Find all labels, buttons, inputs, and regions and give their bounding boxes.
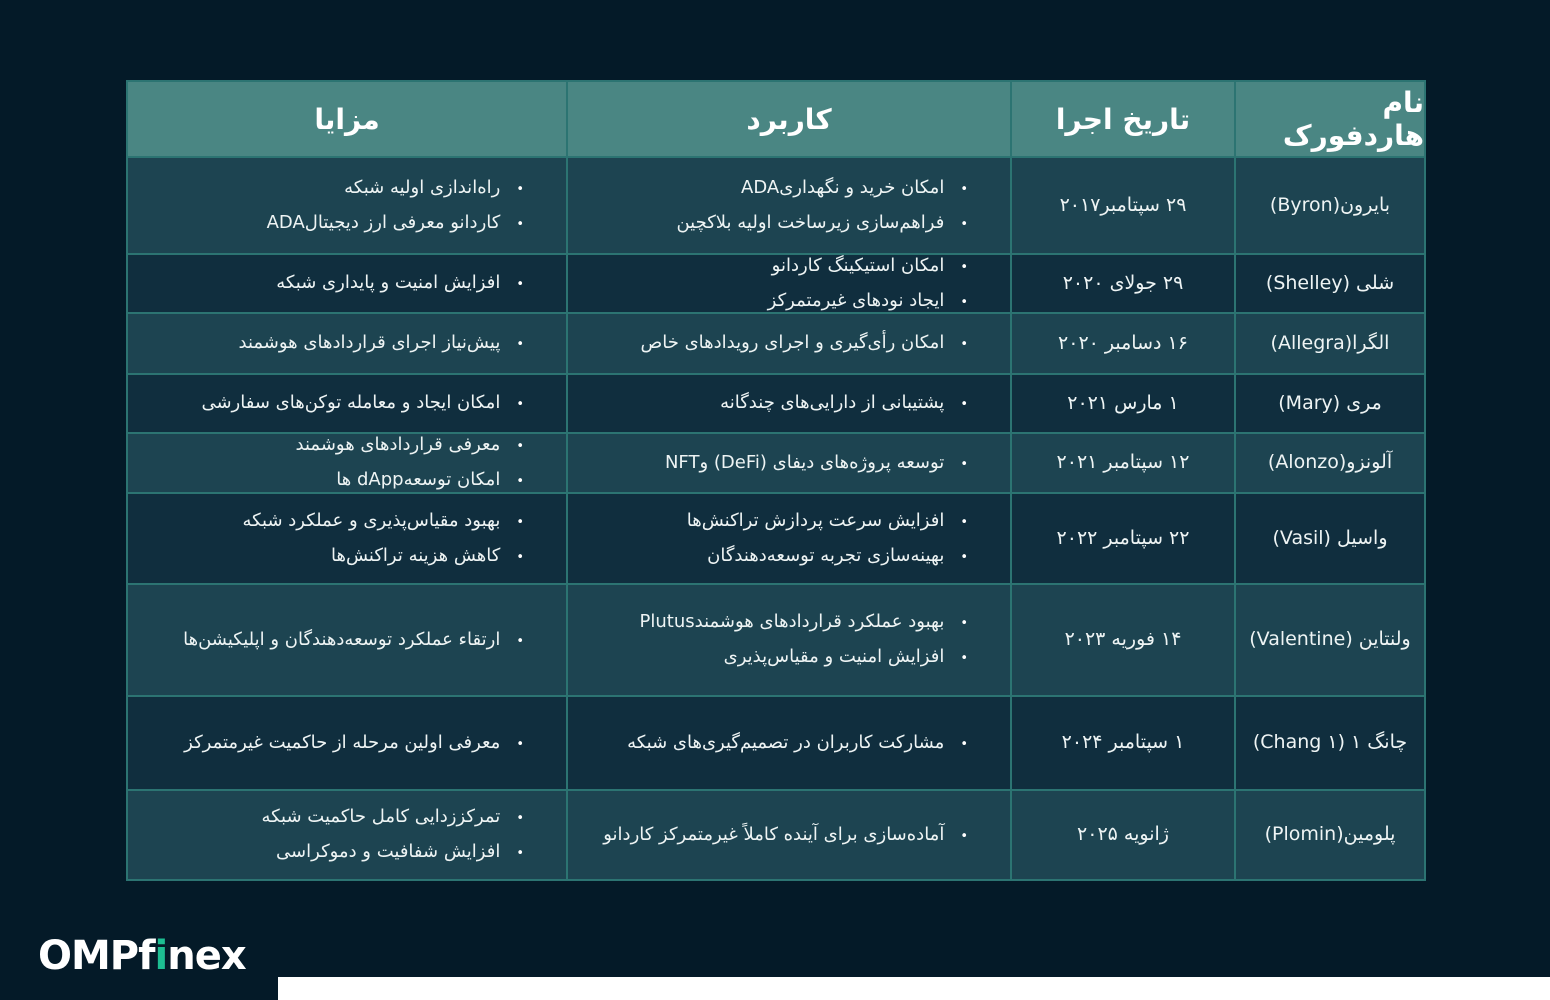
usage-item (586, 287, 968, 316)
usage-cell (568, 375, 1010, 432)
usage-item-text: توسعه پروژه‌های دیفای (DeFi) وNFT (664, 451, 945, 473)
bullet-icon: • (516, 439, 524, 455)
usage-item (586, 507, 968, 536)
benefits-cell (128, 494, 566, 583)
bullet-icon: • (516, 474, 524, 489)
usage-item (586, 329, 968, 358)
execution-date-cell: ۲۹ جولای ۲۰۲۰ (1012, 255, 1234, 312)
benefit-item (146, 431, 524, 460)
benefit-item (146, 174, 524, 203)
benefit-item (146, 329, 524, 358)
usage-cell (568, 314, 1010, 373)
usage-item-text: امکان خرید و نگهداریADA (741, 176, 945, 198)
benefit-item-text: بهبود مقیاس‌پذیری و عملکرد شبکه (242, 509, 501, 531)
bullet-icon: • (516, 514, 524, 530)
benefits-cell (128, 585, 566, 695)
usage-item (586, 174, 968, 203)
header-benefits: مزایا (128, 82, 566, 156)
benefit-item-text: افزایش شفافیت و دموکراسی (276, 841, 501, 862)
hardfork-table (126, 80, 1426, 881)
execution-date-cell: ۱۴ فوریه ۲۰۲۳ (1012, 585, 1234, 695)
benefit-item-text: امکان توسعهdApp ها (336, 469, 501, 490)
bullet-icon: • (516, 736, 524, 752)
execution-date-cell: ۲۲ سپتامبر ۲۰۲۲ (1012, 494, 1234, 583)
hardfork-name-cell: الگرا(Allegra) (1236, 314, 1424, 373)
benefit-item (146, 466, 524, 495)
bullet-icon: • (960, 216, 968, 232)
execution-date-cell: ۱ سپتامبر ۲۰۲۴ (1012, 697, 1234, 789)
bullet-icon: • (960, 514, 968, 530)
usage-item-text: فراهم‌سازی زیرساخت اولیه بلاکچین (676, 211, 945, 233)
hardfork-name-cell: شلی (Shelley) (1236, 255, 1424, 312)
usage-item (586, 252, 968, 281)
benefit-item (146, 209, 524, 238)
benefit-item-text: امکان ایجاد و معامله توکن‌های سفارشی (201, 392, 501, 414)
bullet-icon: • (516, 846, 524, 861)
ompfinex-logo (38, 933, 246, 979)
logo-accent-letter: i (154, 933, 168, 979)
benefit-item (146, 729, 524, 758)
benefits-cell (128, 434, 566, 492)
benefit-item-text: کاهش هزینه تراکنش‌ها (331, 544, 501, 566)
benefit-item-text: کاردانو معرفی ارز دیجیتالADA (266, 211, 501, 233)
usage-item-text: بهبود عملکرد قراردادهای هوشمندPlutus (639, 611, 945, 633)
header-usage: کاربرد (568, 82, 1010, 156)
benefits-cell (128, 255, 566, 312)
bullet-icon: • (960, 828, 968, 844)
bullet-icon: • (960, 736, 968, 752)
benefit-item-text: ارتقاء عملکرد توسعه‌دهندگان و اپلیکیشن‌ها (183, 628, 501, 650)
benefit-item (146, 803, 524, 832)
usage-item (586, 209, 968, 238)
usage-cell (568, 158, 1010, 253)
usage-cell (568, 494, 1010, 583)
execution-date-cell: ۲۹ سپتامبر۲۰۱۷ (1012, 158, 1234, 253)
usage-item-text: بهینه‌سازی تجربه توسعه‌دهندگان (707, 544, 945, 566)
benefits-cell (128, 158, 566, 253)
benefit-item-text: معرفی اولین مرحله از حاکمیت غیرمتمرکز (184, 731, 501, 753)
bullet-icon: • (960, 651, 968, 666)
bullet-icon: • (960, 456, 968, 472)
bullet-icon: • (516, 337, 524, 353)
benefit-item-text: معرفی قراردادهای هوشمند (295, 434, 501, 456)
hardfork-name-cell: بایرون(Byron) (1236, 158, 1424, 253)
bullet-icon: • (960, 397, 968, 413)
hardfork-name-cell: واسیل (Vasil) (1236, 494, 1424, 583)
benefit-item-text: راه‌اندازی اولیه شبکه (344, 176, 501, 198)
bullet-icon: • (516, 397, 524, 413)
usage-item (586, 608, 968, 637)
usage-item-text: امکان استیکینگ کاردانو (771, 254, 945, 276)
logo-part1: OMPf (38, 933, 155, 979)
usage-item-text: ایجاد نودهای غیرمتمرکز (767, 289, 945, 311)
execution-date-cell: ژانویه ۲۰۲۵ (1012, 791, 1234, 879)
benefits-cell (128, 314, 566, 373)
usage-cell (568, 585, 1010, 695)
logo-part2: nex (167, 933, 246, 979)
footer-white-strip (278, 977, 1550, 1000)
hardfork-name-cell: آلونزو(Alonzo) (1236, 434, 1424, 492)
usage-item-text: امکان رأی‌گیری و اجرای رویدادهای خاص (640, 332, 945, 354)
bullet-icon: • (516, 277, 524, 293)
header-execution-date: تاریخ اجرا (1012, 82, 1234, 156)
usage-cell (568, 255, 1010, 312)
bullet-icon: • (960, 616, 968, 632)
bullet-icon: • (516, 181, 524, 197)
usage-item (586, 643, 968, 672)
execution-date-cell: ۱ مارس ۲۰۲۱ (1012, 375, 1234, 432)
benefit-item (146, 507, 524, 536)
bullet-icon: • (960, 294, 968, 310)
usage-item-text: افزایش امنیت و مقیاس‌پذیری (723, 646, 945, 667)
bullet-icon: • (516, 549, 524, 565)
hardfork-name-cell: ولنتاین (Valentine) (1236, 585, 1424, 695)
header-hardfork-name: نام هاردفورک (1236, 82, 1424, 156)
usage-item (586, 389, 968, 418)
usage-cell (568, 434, 1010, 492)
benefit-item (146, 269, 524, 298)
usage-item (586, 542, 968, 571)
usage-item-text: پشتیبانی از دارایی‌های چندگانه (720, 392, 945, 414)
usage-item-text: آماده‌سازی برای آینده کاملاً غیرمتمرکز کاردانو (603, 823, 945, 845)
benefit-item-text: افزایش امنیت و پایداری شبکه (276, 272, 501, 294)
bullet-icon: • (516, 811, 524, 827)
benefits-cell (128, 791, 566, 879)
usage-item (586, 449, 968, 478)
usage-item-text: مشارکت کاربران در تصمیم‌گیری‌های شبکه (627, 731, 945, 753)
benefit-item (146, 542, 524, 571)
bullet-icon: • (516, 633, 524, 649)
usage-cell (568, 791, 1010, 879)
execution-date-cell: ۱۶ دسامبر ۲۰۲۰ (1012, 314, 1234, 373)
usage-item-text: افزایش سرعت پردازش تراکنش‌ها (686, 509, 945, 531)
benefits-cell (128, 697, 566, 789)
usage-cell (568, 697, 1010, 789)
benefit-item (146, 389, 524, 418)
hardfork-name-cell: چانگ ۱ (Chang ۱) (1236, 697, 1424, 789)
hardfork-name-cell: پلومین(Plomin) (1236, 791, 1424, 879)
benefit-item (146, 626, 524, 655)
bullet-icon: • (516, 216, 524, 232)
benefit-item (146, 838, 524, 867)
benefits-cell (128, 375, 566, 432)
benefit-item-text: تمرکززدایی کامل حاکمیت شبکه (261, 806, 501, 828)
bullet-icon: • (960, 549, 968, 565)
usage-item (586, 729, 968, 758)
bullet-icon: • (960, 259, 968, 275)
hardfork-name-cell: مری (Mary) (1236, 375, 1424, 432)
bullet-icon: • (960, 337, 968, 353)
execution-date-cell: ۱۲ سپتامبر ۲۰۲۱ (1012, 434, 1234, 492)
bullet-icon: • (960, 181, 968, 197)
usage-item (586, 821, 968, 850)
benefit-item-text: پیش‌نیاز اجرای قراردادهای هوشمند (238, 332, 501, 354)
